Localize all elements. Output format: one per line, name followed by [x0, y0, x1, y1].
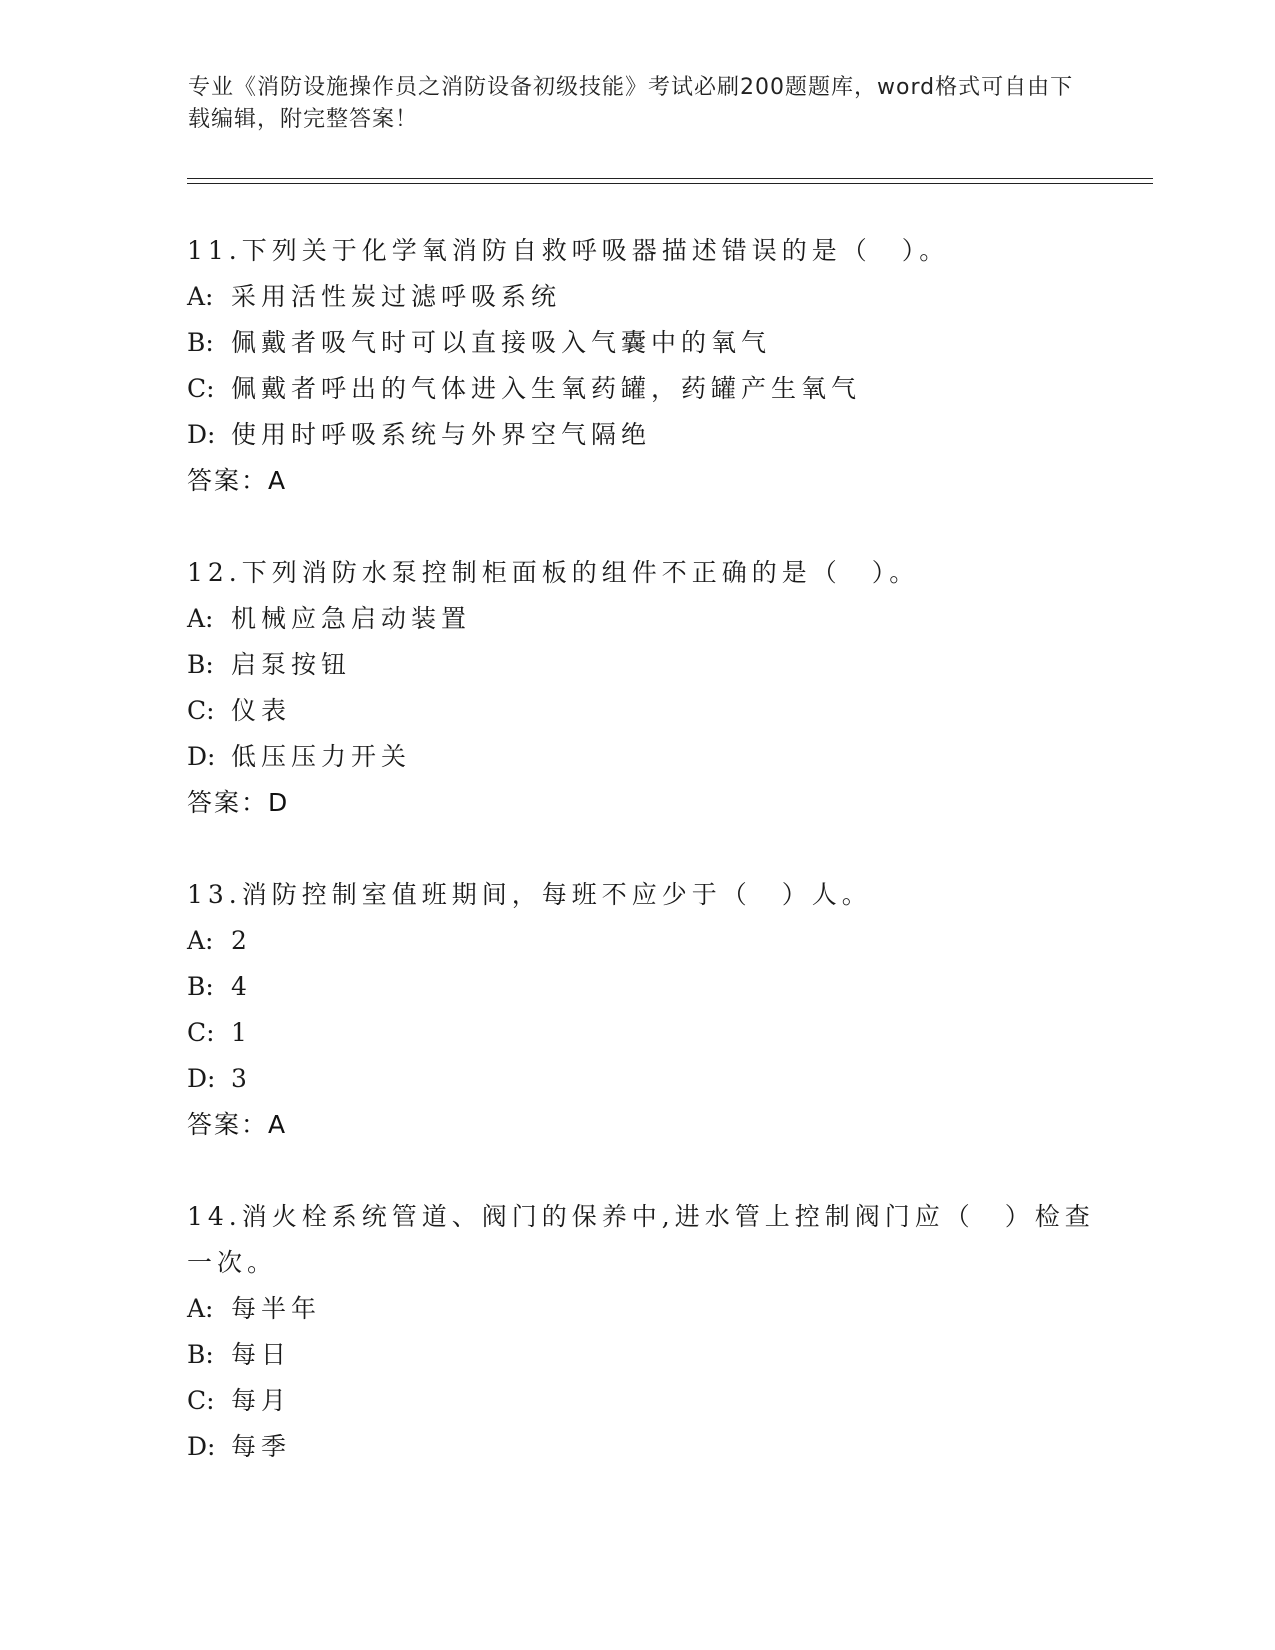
question-14 — [187, 1194, 1107, 1470]
option-text: 使用时呼吸系统与外界空气隔绝 — [231, 420, 652, 449]
option-d — [187, 1056, 1107, 1102]
option-d — [187, 1424, 1107, 1470]
option-text: 每半年 — [231, 1294, 322, 1323]
option-c — [187, 1378, 1107, 1424]
option-b — [187, 642, 1107, 688]
option-letter: B: — [187, 1340, 214, 1369]
question-stem: 11.下列关于化学氧消防自救呼吸器描述错误的是（ ）。 — [187, 236, 950, 265]
option-text: 4 — [231, 972, 252, 1001]
option-letter: B: — [187, 972, 214, 1001]
option-text: 机械应急启动装置 — [231, 604, 472, 633]
option-letter: D: — [187, 742, 216, 771]
option-letter: B: — [187, 328, 214, 357]
option-letter: A: — [187, 604, 214, 633]
question-13 — [187, 872, 1107, 1148]
option-b — [187, 320, 1107, 366]
option-letter: A: — [187, 1294, 214, 1323]
option-c — [187, 1010, 1107, 1056]
header-divider-top — [187, 178, 1153, 179]
option-a — [187, 1286, 1107, 1332]
option-text: 低压压力开关 — [231, 742, 412, 771]
answer-label: 答案：A — [187, 466, 288, 495]
option-c — [187, 688, 1107, 734]
answer-label: 答案：A — [187, 1110, 288, 1139]
question-stem: 13.消防控制室值班期间，每班不应少于（ ）人。 — [187, 880, 872, 909]
option-text: 2 — [231, 926, 252, 955]
question-12 — [187, 550, 1107, 826]
option-a — [187, 596, 1107, 642]
option-c — [187, 366, 1107, 412]
answer-label: 答案：D — [187, 788, 290, 817]
option-letter: B: — [187, 650, 214, 679]
option-text: 每月 — [231, 1386, 292, 1415]
option-text: 采用活性炭过滤呼吸系统 — [231, 282, 562, 311]
option-text: 3 — [231, 1064, 252, 1093]
option-text: 仪表 — [231, 696, 292, 725]
option-b — [187, 1332, 1107, 1378]
header-divider-bottom — [187, 183, 1153, 184]
option-letter: C: — [187, 1386, 215, 1415]
option-letter: D: — [187, 420, 216, 449]
option-d — [187, 734, 1107, 780]
question-11 — [187, 228, 1107, 504]
option-a — [187, 918, 1107, 964]
option-text: 佩戴者呼出的气体进入生氧药罐，药罐产生氧气 — [231, 374, 862, 403]
option-a — [187, 274, 1107, 320]
option-text: 1 — [231, 1018, 252, 1047]
option-letter: A: — [187, 282, 214, 311]
option-text: 佩戴者吸气时可以直接吸入气囊中的氧气 — [231, 328, 772, 357]
option-text: 启泵按钮 — [231, 650, 352, 679]
option-text: 每季 — [231, 1432, 292, 1461]
option-letter: C: — [187, 1018, 215, 1047]
option-letter: D: — [187, 1432, 216, 1461]
option-letter: D: — [187, 1064, 216, 1093]
question-list — [187, 228, 1107, 1516]
option-letter: C: — [187, 696, 215, 725]
option-letter: C: — [187, 374, 215, 403]
option-letter: A: — [187, 926, 214, 955]
document-header: 专业《消防设施操作员之消防设备初级技能》考试必刷200题题库，word格式可自由下载编辑，附完整答案！ — [188, 75, 1074, 132]
question-stem: 12.下列消防水泵控制柜面板的组件不正确的是（ ）。 — [187, 558, 920, 587]
option-b — [187, 964, 1107, 1010]
question-stem: 14.消火栓系统管道、阀门的保养中,进水管上控制阀门应（ ）检查一次。 — [187, 1202, 1095, 1277]
option-d — [187, 412, 1107, 458]
option-text: 每日 — [231, 1340, 292, 1369]
